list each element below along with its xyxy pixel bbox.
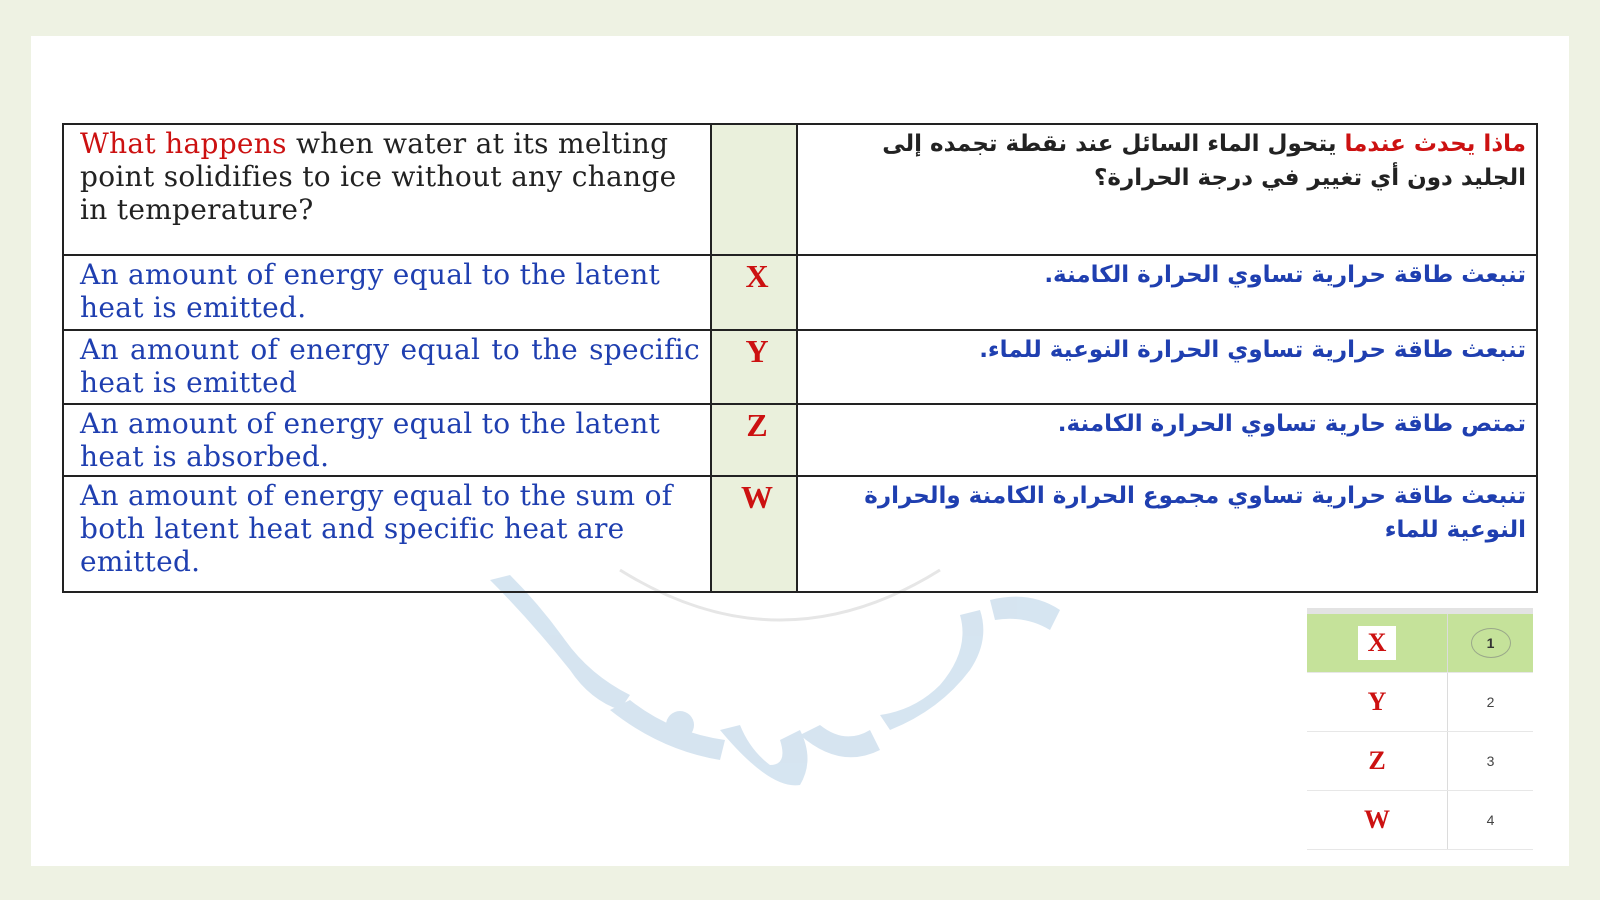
option-ar: تنبعث طاقة حرارية تساوي الحرارة الكامنة.: [797, 255, 1537, 330]
answer-letter: X: [1307, 614, 1448, 672]
question-en-text: when water at its melting point solidifies to ice without any change in temperature?: [80, 127, 677, 226]
question-row: [63, 124, 1537, 255]
option-en: An amount of energy equal to the latent heat is absorbed.: [63, 404, 711, 476]
option-letter: W: [711, 476, 797, 592]
option-ar: تمتص طاقة حارية تساوي الحرارة الكامنة.: [797, 404, 1537, 476]
option-row-z: [63, 404, 1537, 476]
option-ar: تنبعث طاقة حرارية تساوي مجموع الحرارة الكامنة والحرارة النوعية للماء: [797, 476, 1537, 592]
option-row-y: [63, 330, 1537, 404]
option-en: An amount of energy equal to the latent heat is emitted.: [63, 255, 711, 330]
answer-letter: Z: [1307, 732, 1448, 790]
question-ar-highlight: ماذا يحدث عندما: [1344, 131, 1526, 157]
answer-number: 2: [1486, 694, 1495, 710]
question-ar-text: يتحول الماء السائل عند نقطة تجمده إلى الجليد دون أي تغيير في درجة الحرارة؟: [882, 131, 1526, 191]
question-letter-cell: [711, 124, 797, 255]
answer-option-2[interactable]: [1307, 673, 1533, 732]
option-letter: Y: [711, 330, 797, 404]
option-en: An amount of energy equal to the specific heat is emitted: [63, 330, 711, 404]
answer-number: 1: [1448, 614, 1533, 672]
question-ar: [797, 124, 1537, 255]
option-en: An amount of energy equal to the sum of both latent heat and specific heat are emitted.: [63, 476, 711, 592]
answer-letter: W: [1307, 791, 1448, 849]
answer-option-3[interactable]: [1307, 732, 1533, 791]
answer-letter: Y: [1307, 673, 1448, 731]
question-table: [62, 123, 1538, 593]
answer-number: 4: [1486, 812, 1495, 828]
option-letter: X: [711, 255, 797, 330]
answer-number: 3: [1486, 753, 1495, 769]
option-letter: Z: [711, 404, 797, 476]
option-row-x: [63, 255, 1537, 330]
answer-option-1[interactable]: [1307, 614, 1533, 673]
option-ar: تنبعث طاقة حرارية تساوي الحرارة النوعية للماء.: [797, 330, 1537, 404]
question-en: [63, 124, 711, 255]
answer-list: [1307, 608, 1533, 850]
question-en-highlight: What happens: [80, 127, 287, 160]
option-row-w: [63, 476, 1537, 592]
answer-option-4[interactable]: [1307, 791, 1533, 850]
